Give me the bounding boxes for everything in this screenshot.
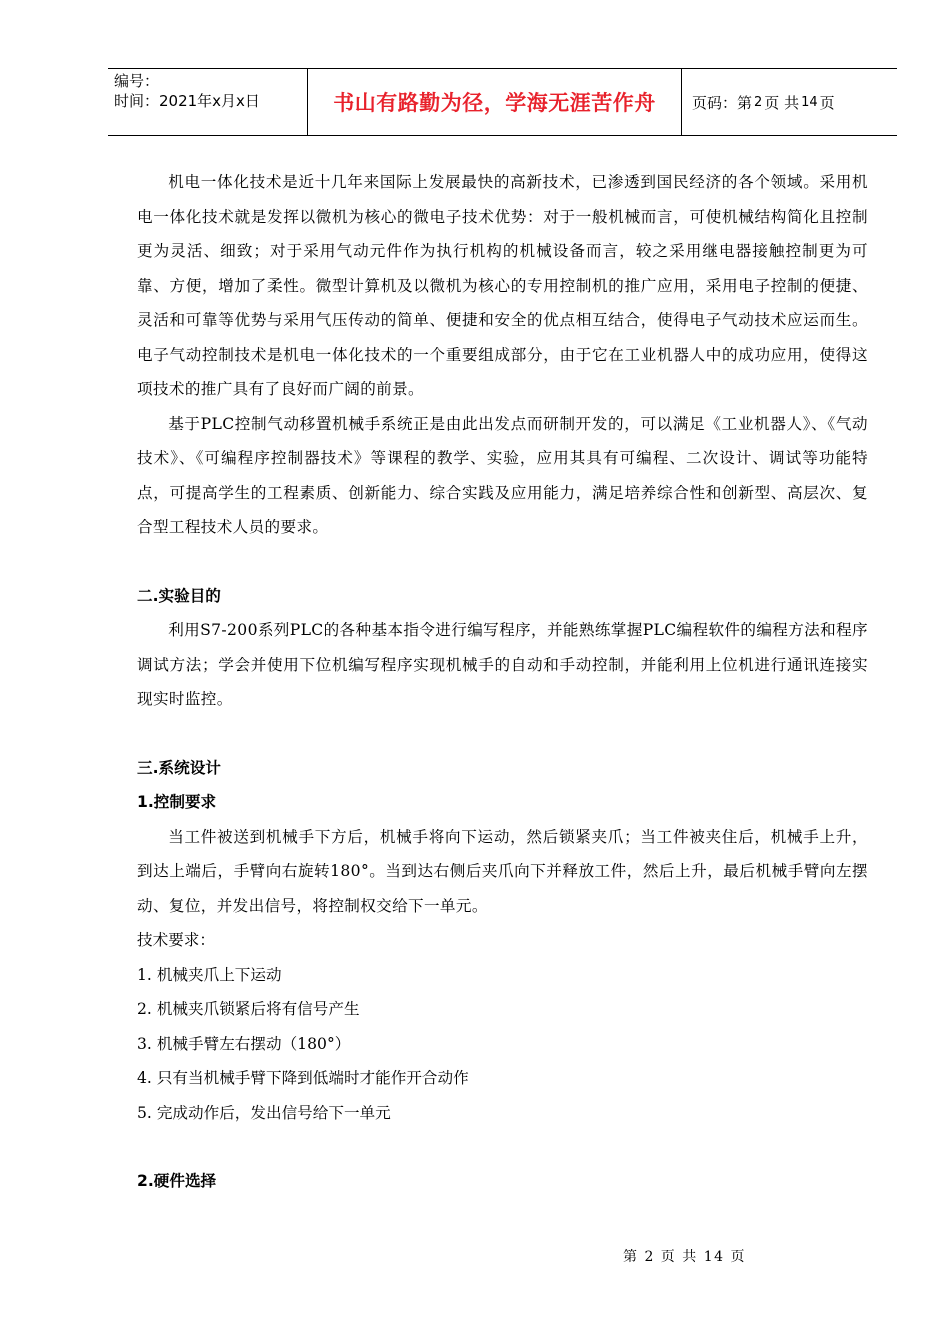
- objective-paragraph: 利用S7-200系列PLC的各种基本指令进行编写程序，并能熟练掌握PLC编程软件的编程方法和程序调试方法；学会并使用下位机编写程序实现机械手的自动和手动控制，并能利用上位机进行通讯连接实现实时监控。: [137, 621, 868, 708]
- page-prefix: 页码：第: [692, 93, 753, 112]
- page-footer: 第 2 页 共 14 页: [623, 1249, 746, 1265]
- subsection-heading-control: 1.控制要求: [137, 793, 217, 811]
- header-meta: [108, 69, 308, 135]
- system-paragraph: 基于PLC控制气动移置机械手系统正是由此出发点而研制开发的，可以满足《工业机器人》、《气动技术》、《可编程序控制器技术》等课程的教学、实验，应用其具有可编程、二次设计、调试等功能特点，可提高学生的工程素质、创新能力、综合实践及应用能力，满足培养综合性和创新型、高层次、复合型工程技术人员的要求。: [137, 414, 868, 536]
- list-item: 1. 机械夹爪上下运动: [137, 965, 282, 984]
- header-motto: 书山有路勤为径，学海无涯苦作舟: [308, 69, 682, 135]
- page-current: 2: [754, 94, 763, 110]
- list-item: 4. 只有当机械手臂下降到低端时才能作开合动作: [137, 1069, 469, 1087]
- page-suffix: 页: [819, 93, 835, 112]
- list-item: 3. 机械手臂左右摆动（180°）: [137, 1034, 351, 1053]
- section-heading-objective: 二.实验目的: [137, 586, 221, 605]
- document-body: [137, 165, 868, 1199]
- number-label: 编号：: [114, 72, 160, 90]
- intro-paragraph: 机电一体化技术是近十几年来国际上发展最快的高新技术，已渗透到国民经济的各个领域。采用机电一体化技术就是发挥以微机为核心的微电子技术优势：对于一般机械而言，可使机械结构简化且控制更为灵活、细致；对于采用气动元件作为执行机构的机械设备而言，较之采用继电器接触控制更为可靠、方便，增加了柔性。微型计算机及以微机为核心的专用控制机的推广应用，采用电子控制的便捷、灵活和可靠等优势与采用气压传动的简单、便捷和安全的优点相互结合，使得电子气动技术应运而生。电子气动控制技术是机电一体化技术的一个重要组成部分，由于它在工业机器人中的成功应用，使得这项技术的推广具有了良好而广阔的前景。: [137, 173, 868, 398]
- list-item: 2. 机械夹爪锁紧后将有信号产生: [137, 1000, 360, 1018]
- header-page-info: [682, 69, 897, 135]
- subsection-heading-hardware: 2.硬件选择: [137, 1172, 217, 1190]
- tech-requirements-label: 技术要求：: [137, 931, 215, 949]
- time-label: 时间：2021年x月x日: [114, 92, 260, 110]
- page-mid: 页 共: [764, 93, 800, 112]
- control-paragraph: 当工件被送到机械手下方后，机械手将向下运动，然后锁紧夹爪；当工件被夹住后，机械手上升，到达上端后，手臂向右旋转180°。当到达右侧后夹爪向下并释放工件，然后上升，最后机械手臂向左摆动、复位，并发出信号，将控制权交给下一单元。: [137, 827, 868, 915]
- page-header: [108, 68, 897, 136]
- list-item: 5. 完成动作后，发出信号给下一单元: [137, 1103, 391, 1122]
- section-heading-design: 三.系统设计: [137, 758, 221, 777]
- page-total: 14: [801, 94, 818, 110]
